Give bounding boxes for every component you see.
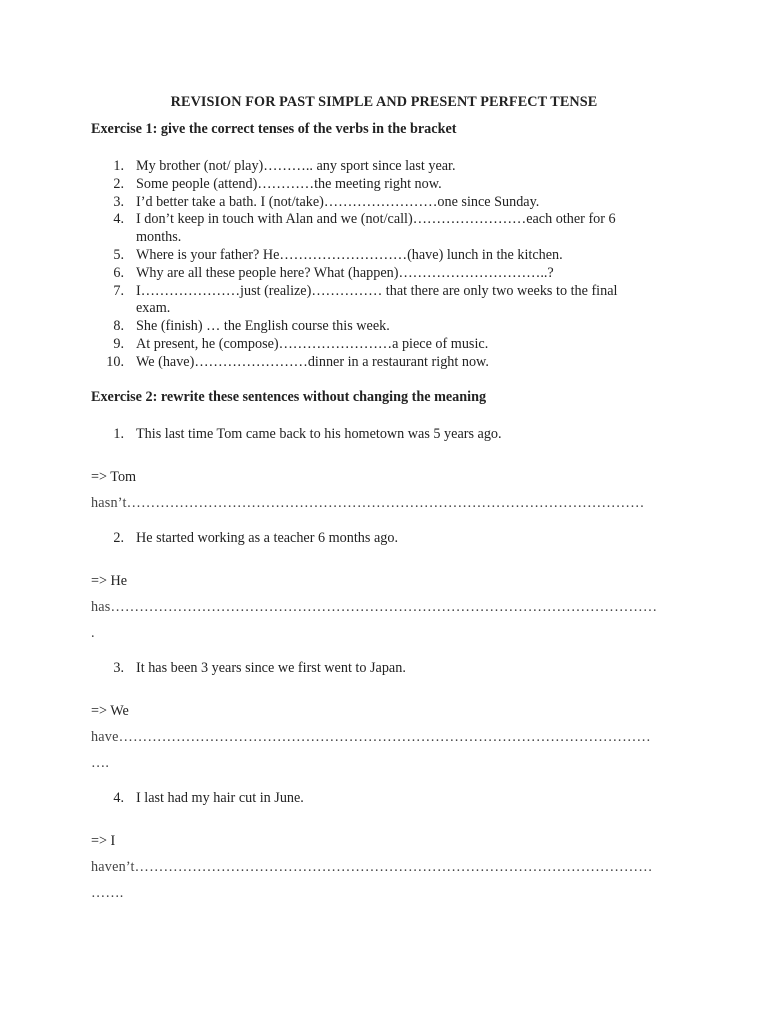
answer-line: haven’t……………………………………………………………………………………………… — [91, 859, 653, 875]
item-text: Why are all these people here? What (happen)…………………………..? — [136, 264, 554, 281]
exercise-1-list — [0, 158, 768, 372]
item-number: 4. — [113, 790, 124, 806]
item-number: 2. — [113, 175, 124, 192]
item-number: 3. — [113, 660, 124, 676]
list-item — [0, 283, 768, 301]
item-sentence: I last had my hair cut in June. — [136, 790, 304, 806]
list-item — [0, 659, 768, 677]
item-number: 9. — [113, 335, 124, 352]
item-text: We (have)……………………dinner in a restaurant right now. — [136, 353, 489, 370]
item-text: months. — [136, 229, 182, 246]
list-item — [0, 265, 768, 283]
list-item — [0, 354, 768, 372]
answer-prompt: => We — [91, 703, 129, 719]
list-item — [0, 158, 768, 176]
answer-line-continuation: …. — [91, 755, 110, 771]
item-number: 6. — [113, 264, 124, 281]
item-text: She (finish) … the English course this week. — [136, 318, 390, 335]
list-item — [0, 194, 768, 212]
answer-line: have………………………………………………………………………………………………… — [91, 729, 651, 745]
answer-prompt: => Tom — [91, 469, 137, 485]
item-text: Where is your father? He………………………(have) lunch in the kitchen. — [136, 246, 563, 263]
item-text: I…………………just (realize)…………… that there are only two weeks to the final — [136, 282, 618, 299]
list-item — [0, 336, 768, 354]
item-number: 2. — [113, 530, 124, 546]
page-title: REVISION FOR PAST SIMPLE AND PRESENT PERFECT TENSE — [170, 94, 598, 110]
answer-line-continuation: . — [91, 625, 95, 641]
item-sentence: This last time Tom came back to his hometown was 5 years ago. — [136, 426, 502, 442]
list-item — [0, 789, 768, 807]
answer-prompt: => He — [91, 573, 128, 589]
item-text: I don’t keep in touch with Alan and we (not/call)……………………each other for 6 — [136, 211, 616, 228]
answer-line: has…………………………………………………………………………………………………… — [91, 599, 658, 615]
item-number: 1. — [113, 158, 124, 174]
item-number: 3. — [113, 193, 124, 210]
item-text: exam. — [136, 300, 171, 317]
list-item — [0, 247, 768, 265]
list-item — [0, 425, 768, 443]
list-item — [0, 318, 768, 336]
exercise-2-heading: Exercise 2: rewrite these sentences without changing the meaning — [91, 389, 487, 405]
item-number: 5. — [113, 246, 124, 263]
item-sentence: It has been 3 years since we first went to Japan. — [136, 660, 406, 676]
item-sentence: He started working as a teacher 6 months ago. — [136, 530, 398, 546]
list-item — [0, 176, 768, 194]
list-item — [0, 529, 768, 547]
item-text: I’d better take a bath. I (not/take)……………………one since Sunday. — [136, 193, 540, 210]
item-number: 1. — [113, 426, 124, 442]
item-number: 8. — [113, 318, 124, 335]
list-item — [0, 211, 768, 229]
item-text: Some people (attend)…………the meeting right now. — [136, 175, 442, 192]
list-item-continuation — [0, 229, 768, 247]
answer-line: hasn’t……………………………………………………………………………………………… — [91, 495, 645, 511]
item-number: 4. — [113, 211, 124, 228]
item-text: My brother (not/ play)……….. any sport since last year. — [136, 158, 456, 174]
list-item-continuation — [0, 300, 768, 318]
item-text: At present, he (compose)……………………a piece of music. — [136, 335, 489, 352]
item-number: 10. — [106, 353, 124, 370]
item-number: 7. — [113, 282, 124, 299]
exercise-1-heading: Exercise 1: give the correct tenses of the verbs in the bracket — [91, 121, 457, 137]
answer-prompt: => I — [91, 833, 116, 849]
answer-line-continuation: ……. — [91, 885, 124, 901]
